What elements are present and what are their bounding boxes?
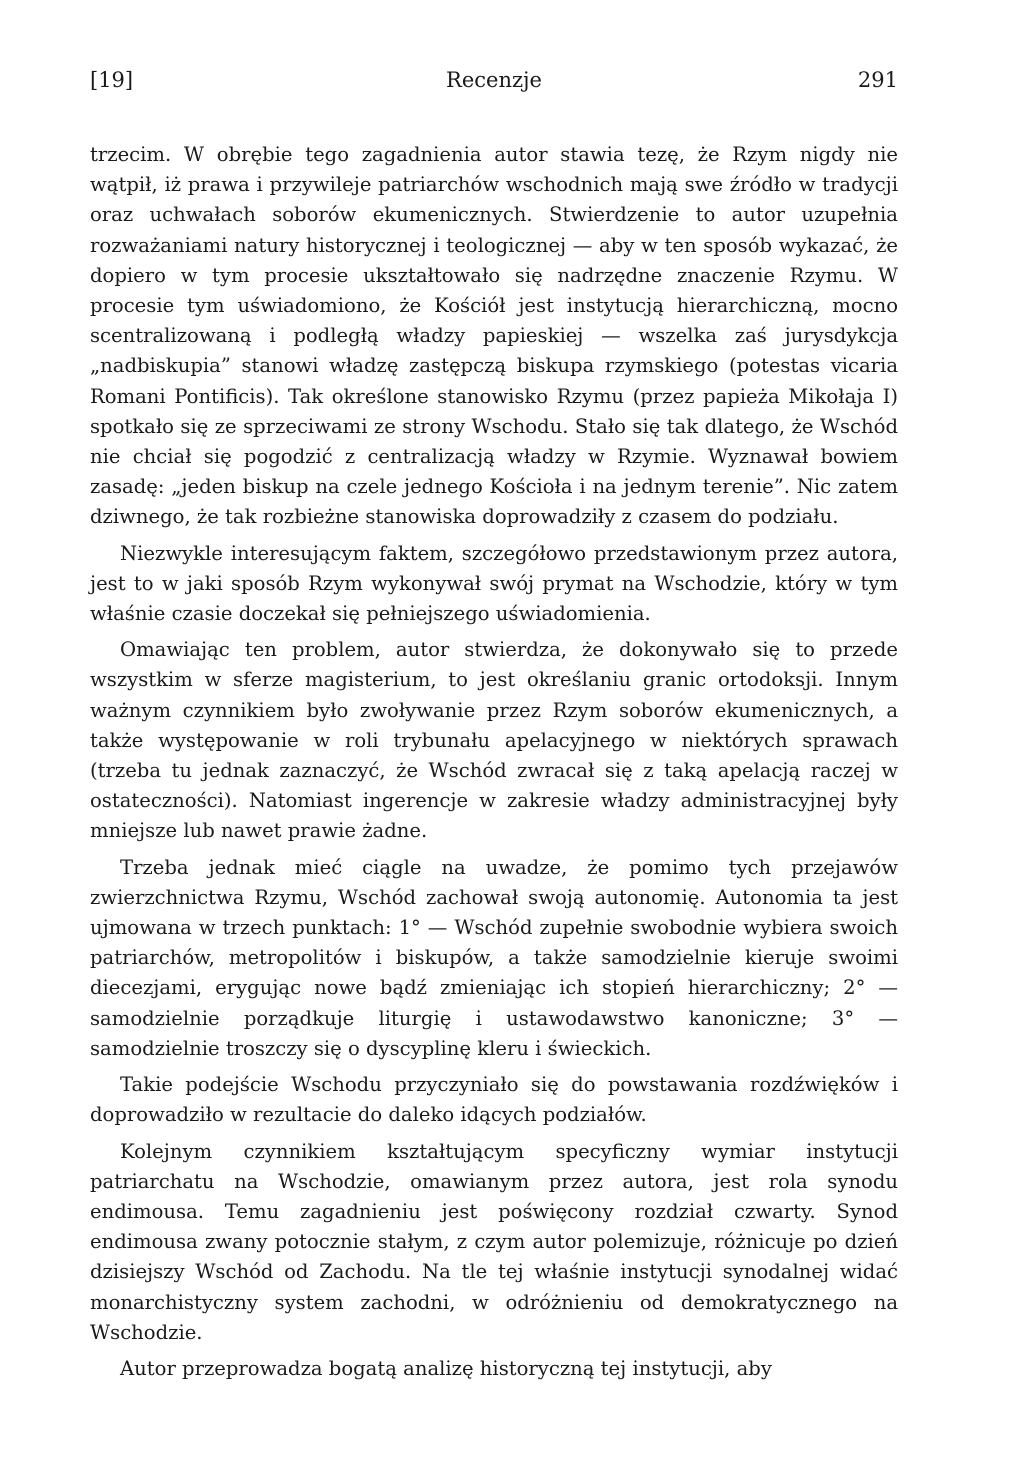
paragraph: Omawiając ten problem, autor stwierdza, że dokonywało się to przede wszystkim w sferze magisterium, to jest określaniu granic ortodoksji. Innym ważnym czynnikiem było zwoływanie przez Rzym soborów ekumenicznych, a także występowanie w roli trybunału apelacyjnego w niektórych sprawach (trzeba tu jednak zaznaczyć, że Wschód zwracał się z taką apelacją raczej w ostateczności). Natomiast ingerencje w zakresie władzy administracyjnej były mniejsze lub nawet prawie żadne. xyxy=(90,638,898,843)
paragraph: trzecim. W obrębie tego zagadnienia autor stawia tezę, że Rzym nigdy nie wątpił, iż prawa i przywileje patriarchów wschodnich mają swe źródło w tradycji oraz uchwałach soborów ekumenicznych. Stwierdzenie to autor uzupełnia rozważaniami natury historycznej i teologicznej — aby w ten sposób wykazać, że dopiero w tym procesie ukształtowało się nadrzędne znaczenie Rzymu. W procesie tym uświadomiono, że Kościół jest instytucją hierarchiczną, mocno scentralizowaną i podległą władzy papieskiej — wszelka zaś jurysdykcja „nadbiskupia” stanowi władzę zastępczą biskupa rzymskiego (potestas vicaria Romani Pontificis). Tak określone stanowisko Rzymu (przez papieża Mikołaja I) spotkało się ze sprzeciwami ze strony Wschodu. Stało się tak dlatego, że Wschód nie chciał się pogodzić z centralizacją władzy w Rzymie. Wyznawał bowiem zasadę: „jeden biskup na czele jednego Kościoła i na jednym terenie”. Nic zatem dziwnego, że tak rozbieżne stanowiska doprowadziły z czasem do podziału. xyxy=(90,143,898,529)
paragraph: Autor przeprowadza bogatą analizę historyczną tej instytucji, aby xyxy=(120,1356,772,1380)
document-body xyxy=(90,140,898,1384)
running-title: Recenzje xyxy=(446,68,542,92)
paragraph: Niezwykle interesującym faktem, szczegółowo przedstawionym przez autora, jest to w jaki sposób Rzym wykonywał swój prymat na Wschodzie, który w tym właśnie czasie doczekał się pełniejszego uświadomienia. xyxy=(90,541,898,626)
paragraph: Trzeba jednak mieć ciągle na uwadze, że pomimo tych przejawów zwierzchnictwa Rzymu, Wschód zachował swoją autonomię. Autonomia ta jest ujmowana w trzech punktach: 1° — Wschód zupełnie swobodnie wybiera swoich patriarchów, metropolitów i biskupów, a także samodzielnie kieruje swoimi diecezjami, erygując nowe bądź zmieniając ich stopień hierarchiczny; 2° — samodzielnie porządkuje liturgię i ustawodawstwo kanoniczne; 3° — samodzielnie troszczy się o dyscyplinę kleru i świeckich. xyxy=(90,855,898,1060)
page-header xyxy=(90,68,898,104)
paragraph: Kolejnym czynnikiem kształtującym specyficzny wymiar instytucji patriarchatu na Wschodzie, omawianym przez autora, jest rola synodu endimousa. Temu zagadnieniu jest poświęcony rozdział czwarty. Synod endimousa zwany potocznie stałym, z czym autor polemizuje, różnicuje po dzień dzisiejszy Wschód od Zachodu. Na tle tej właśnie instytucji synodalnej widać monarchistyczny system zachodni, w odróżnieniu od demokratycznego na Wschodzie. xyxy=(90,1139,898,1344)
document-page xyxy=(90,68,898,1390)
paragraph: Takie podejście Wschodu przyczyniało się do powstawania rozdźwięków i doprowadziło w rezultacie do daleko idących podziałów. xyxy=(90,1073,898,1127)
section-number: [19] xyxy=(90,68,134,92)
page-number: 291 xyxy=(857,68,898,92)
